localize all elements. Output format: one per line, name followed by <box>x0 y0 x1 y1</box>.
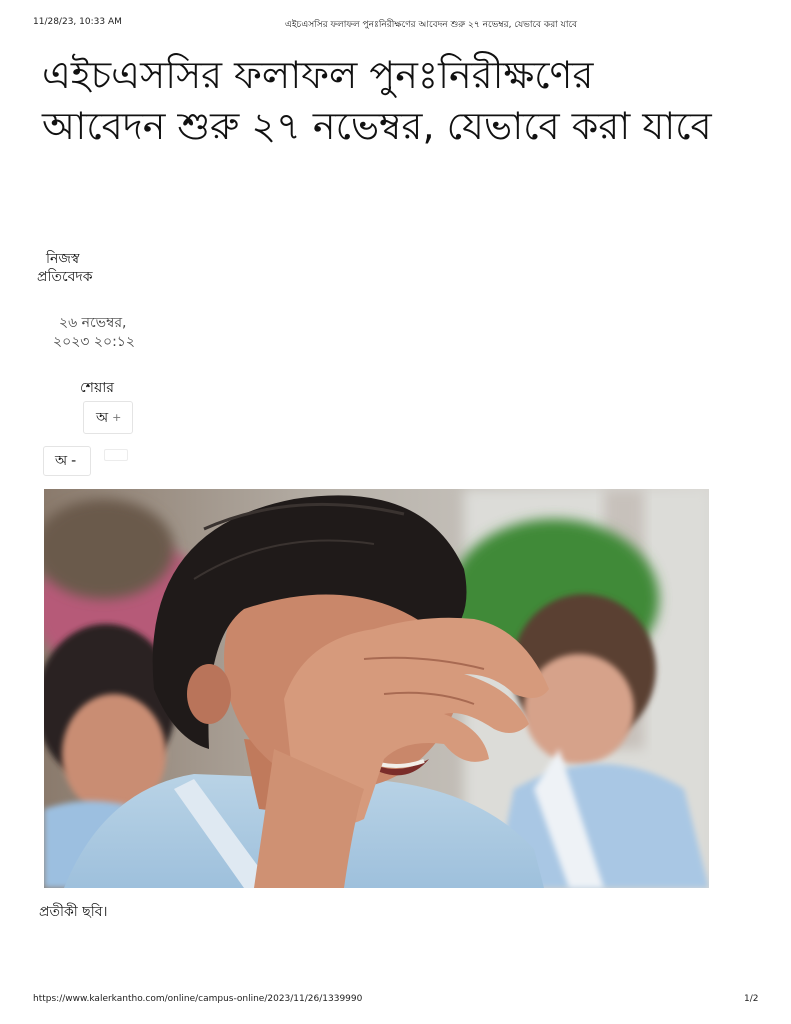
publish-date-line-1: ২৬ নভেম্বর, <box>59 315 127 331</box>
publish-date <box>53 314 135 352</box>
author-byline <box>37 250 93 286</box>
share-label[interactable]: শেয়ার <box>80 380 114 396</box>
author-line-2: প্রতিবেদক <box>37 269 93 285</box>
font-decrease-button[interactable] <box>43 446 91 476</box>
image-caption: প্রতীকী ছবি। <box>39 904 108 920</box>
font-increase-label: অ <box>96 409 109 426</box>
print-page-url: https://www.kalerkantho.com/online/campus-online/2023/11/26/1339990 <box>33 994 363 1004</box>
article-photo <box>44 489 709 888</box>
article-headline: এইচএসসির ফলাফল পুনঃনিরীক্ষণের আবেদন শুরু ২৭ নভেম্বর, যেভাবে করা যাবে <box>42 53 712 148</box>
print-page-number: 1/2 <box>744 994 759 1004</box>
print-datetime: 11/28/23, 10:33 AM <box>33 17 122 27</box>
empty-control[interactable] <box>104 449 128 461</box>
author-line-1: নিজস্ব <box>46 251 80 267</box>
font-increase-button[interactable] <box>83 401 133 434</box>
minus-icon: - <box>71 453 77 469</box>
font-decrease-label: অ <box>55 453 68 469</box>
publish-date-line-2: ২০২৩ ২০:১২ <box>53 334 135 350</box>
plus-icon: + <box>112 411 122 424</box>
print-page-title: এইচএসসির ফলাফল পুনঃনিরীক্ষণের আবেদন শুরু ২৭ নভেম্বর, যেভাবে করা যাবে <box>285 20 578 30</box>
